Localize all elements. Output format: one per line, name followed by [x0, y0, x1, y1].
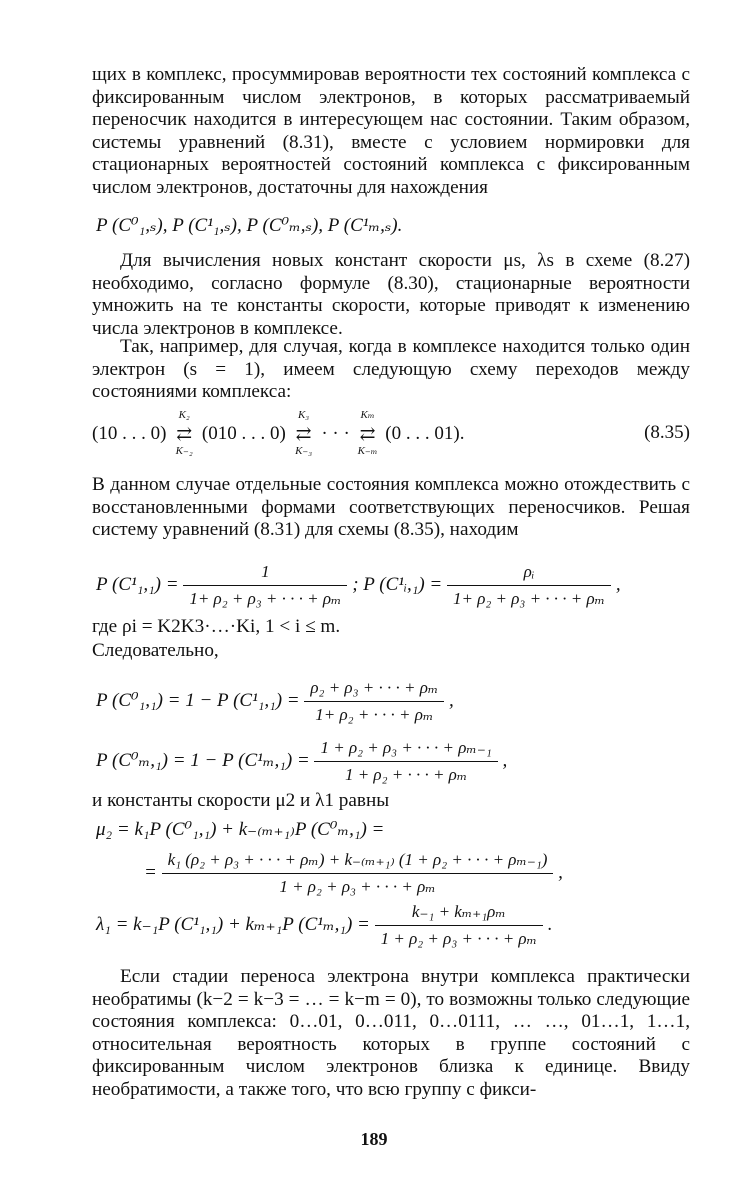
paragraph-5: где ρi = K2K3·…·Ki, 1 < i ≤ m. [92, 616, 341, 637]
numerator: ρ₂ + ρ₃ + · · · + ρₘ [304, 676, 444, 702]
rate-km: Kₘ [360, 408, 375, 421]
formula-lhs: P (C⁰₁,₁) = 1 − P (C¹₁,₁) = [96, 689, 300, 711]
fraction [314, 736, 497, 787]
paragraph-4: В данном случае отдельные состояния комплекса можно отождествить с восстановленными формами соответствующих переносчиков. Решая систему уравнений (8.31) для схемы (8.35), находим [92, 474, 690, 541]
punctuation: , [449, 689, 454, 711]
scheme-state-right: (0 . . . 01). [385, 423, 465, 444]
punctuation: , [502, 749, 508, 771]
reversible-arrow-icon: ⇄ Kₘ K₋ₘ [355, 423, 381, 447]
equation-number: (8.35) [644, 422, 690, 443]
formula-scheme-8-35 [92, 408, 465, 457]
scheme-state-mid: (010 . . . 0) [201, 423, 286, 444]
reversible-arrow-icon: ⇄ K₂ K₋₂ [171, 423, 197, 447]
numerator: ρᵢ [447, 560, 611, 586]
numerator: 1 + ρ₂ + ρ₃ + · · · + ρₘ₋₁ [314, 736, 497, 762]
formula-lhs: P (C⁰ₘ,₁) = 1 − P (C¹ₘ,₁) = [96, 749, 310, 771]
punctuation: . [547, 913, 553, 935]
punctuation: , [558, 861, 563, 883]
scheme-state-left: (10 . . . 0) [92, 423, 167, 444]
scheme-dots: · · · [321, 423, 350, 444]
formula-pm0 [96, 736, 507, 787]
rate-k-minus-3: K₋₃ [295, 444, 313, 457]
denominator: 1+ ρ₂ + ρ₃ + · · · + ρₘ [189, 589, 342, 608]
formula-p01 [96, 676, 454, 727]
paragraph-8: Если стадии переноса электрона внутри комплекса практически необратимы (k−2 = k−3 = … = k−m = 0), то возможны только следующие состояния комплекса: 0…01, 0…011, 0…0111, … …, 01…1, 1…1, относительная вероятность которых в группе состояний с фиксированным числом электронов близка к единице. Ввиду необратимости, а также того, что всю группу с фикси- [92, 966, 690, 1100]
denominator: 1 + ρ₂ + ρ₃ + · · · + ρₘ [279, 877, 436, 896]
equals-sign: = [144, 861, 157, 883]
denominator: 1 + ρ₂ + ρ₃ + · · · + ρₘ [380, 929, 538, 948]
rate-k3: K₃ [297, 408, 310, 421]
formula-p11 [96, 560, 621, 611]
fraction [162, 848, 554, 899]
denominator: 1+ ρ₂ + ρ₃ + · · · + ρₘ [453, 589, 606, 608]
formula-lhs: ; P (C¹ᵢ,₁) = [352, 573, 443, 595]
punctuation: , [615, 573, 621, 595]
paragraph-6: Следовательно, [92, 640, 219, 661]
paragraph-2: Для вычисления новых констант скорости μs, λs в схеме (8.27) необходимо, согласно формуле (8.30), стационарные вероятности умножить на те константы скорости, которые приводят к изменению числа электронов в комплексе. [92, 250, 690, 339]
formula-lambda1 [96, 900, 553, 951]
numerator: k₁ (ρ₂ + ρ₃ + · · · + ρₘ) + k₋₍ₘ₊₁₎ (1 + ρ₂ + · · · + ρₘ₋₁) [162, 848, 554, 874]
rate-k2: K₂ [178, 408, 190, 421]
denominator: 1+ ρ₂ + · · · + ρₘ [315, 705, 434, 724]
paragraph-1: щих в комплекс, просуммировав вероятности тех состояний комплекса с фиксированным числом электронов, в которых рассматриваемый переносчик находится в интересующем нас состоянии. Таким образом, системы уравнений (8.31), вместе с условием нормировки для стационарных вероятностей состояний комплекса с фиксированным числом электронов, достаточны для нахождения [92, 64, 690, 198]
formula-mu2-line1: μ₂ = k₁P (C⁰₁,₁) + k₋₍ₘ₊₁₎P (C⁰ₘ,₁) = [96, 819, 385, 840]
fraction [304, 676, 444, 727]
fraction [183, 560, 347, 611]
paragraph-7: и константы скорости μ2 и λ1 равны [92, 790, 390, 811]
fraction [447, 560, 611, 611]
formula-lhs: λ₁ = k₋₁P (C¹₁,₁) + kₘ₊₁P (C¹ₘ,₁) = [96, 913, 370, 935]
rate-k-minus-2: K₋₂ [175, 444, 193, 457]
numerator: k₋₁ + kₘ₊₁ρₘ [375, 900, 543, 926]
formula-probabilities: P (C⁰₁,ₛ), P (C¹₁,ₛ), P (C⁰ₘ,ₛ), P (C¹ₘ,ₛ). [96, 215, 403, 236]
fraction [375, 900, 543, 951]
reversible-arrow-icon: ⇄ K₃ K₋₃ [291, 423, 317, 447]
paragraph-3: Так, например, для случая, когда в комплексе находится только один электрон (s = 1), имеем следующую схему переходов между состояниями комплекса: [92, 336, 690, 403]
formula-lhs: P (C¹₁,₁) = [96, 573, 179, 595]
page-number: 189 [360, 1129, 388, 1149]
formula-mu2-line2 [144, 848, 563, 899]
denominator: 1 + ρ₂ + · · · + ρₘ [344, 765, 468, 784]
numerator: 1 [183, 560, 347, 586]
rate-k-minus-m: K₋ₘ [357, 444, 378, 457]
